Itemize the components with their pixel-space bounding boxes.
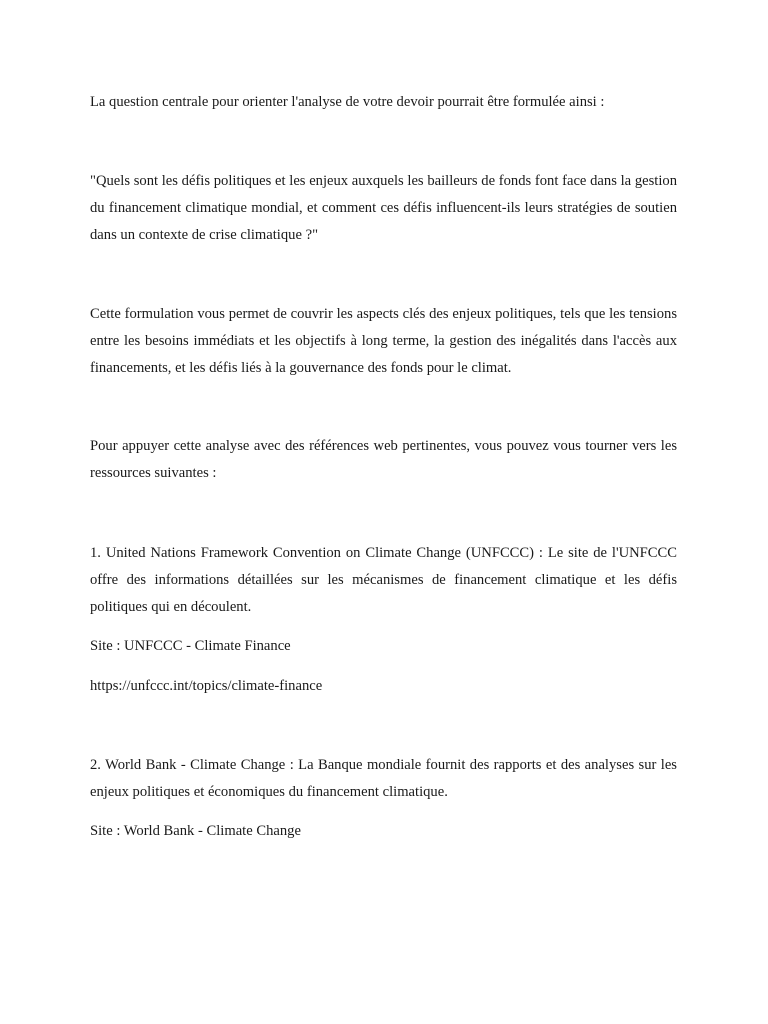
resource-2-site-label: Site : World Bank - Climate Change: [90, 823, 301, 839]
resource-1-url[interactable]: https://unfccc.int/topics/climate-finance: [90, 678, 323, 694]
formulation-paragraph: Cette formulation vous permet de couvrir les aspects clés des enjeux politiques, tels que les tensions entre les besoins immédiats et les objectifs à long terme, la gestion des inégalités dans l'accès aux financements, et les défis liés à la gouvernance des fonds pour le climat.: [90, 306, 677, 376]
central-question-paragraph: "Quels sont les défis politiques et les enjeux auxquels les bailleurs de fonds font face dans la gestion du financement climatique mondial, et comment ces défis influencent-ils leurs stratégies de soutien dans un contexte de crise climatique ?": [90, 173, 677, 243]
resources-intro-paragraph: Pour appuyer cette analyse avec des références web pertinentes, vous pouvez vous tourner vers les ressources suivantes :: [90, 438, 677, 481]
resource-1-description: 1. United Nations Framework Convention on Climate Change (UNFCCC) : Le site de l'UNFCCC offre des informations détaillées sur les mécanismes de financement climatique et les défis politiques qui en découlent.: [90, 545, 677, 615]
intro-paragraph: La question centrale pour orienter l'analyse de votre devoir pourrait être formulée ainsi :: [90, 94, 605, 110]
resource-2-description: 2. World Bank - Climate Change : La Banque mondiale fournit des rapports et des analyses sur les enjeux politiques et économiques du financement climatique.: [90, 757, 677, 800]
resource-1-site-label: Site : UNFCCC - Climate Finance: [90, 638, 291, 654]
